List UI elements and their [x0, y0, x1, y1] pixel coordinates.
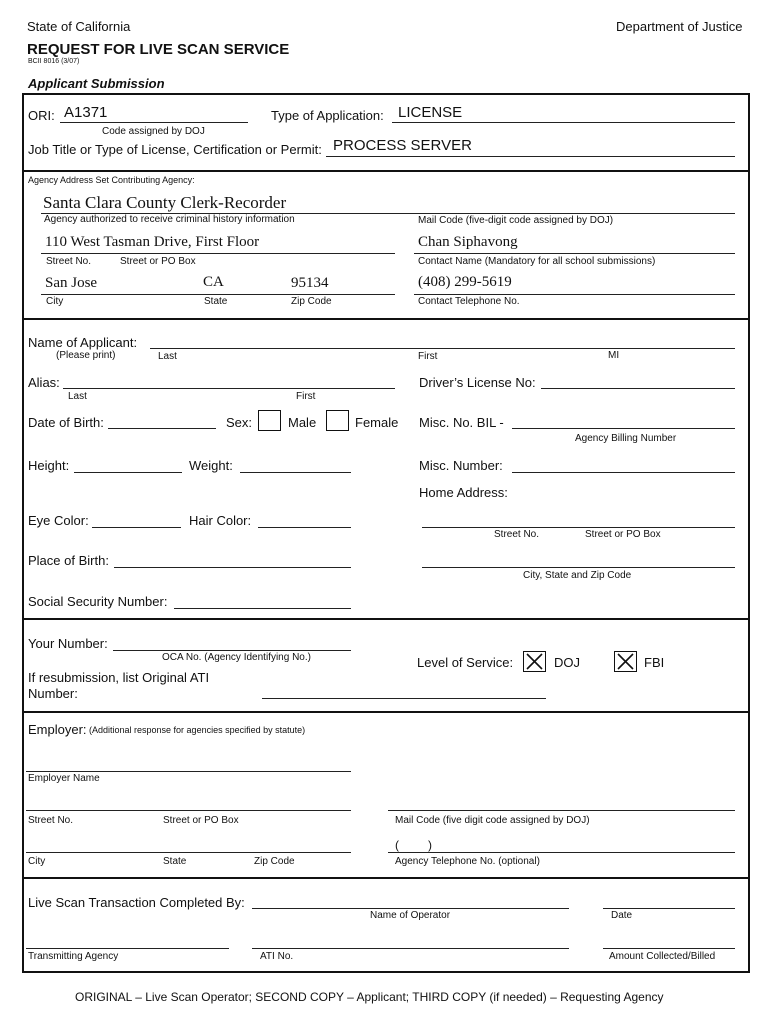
mi-caption: MI — [608, 350, 620, 361]
alias-label: Alias: — [28, 375, 60, 390]
employer-name-caption: Employer Name — [28, 773, 100, 784]
drivers-license-label: Driver’s License No: — [419, 375, 536, 390]
form-title: REQUEST FOR LIVE SCAN SERVICE — [27, 41, 290, 58]
phone-paren-close: ) — [428, 838, 432, 852]
ori-field[interactable] — [60, 104, 248, 123]
employer-city-caption: City — [28, 856, 46, 867]
home-street-caption: Street or PO Box — [585, 529, 661, 540]
home-address-label: Home Address: — [419, 485, 508, 500]
ati-number-caption: ATI No. — [260, 951, 294, 962]
misc-bil-label: Misc. No. BIL - — [419, 415, 504, 430]
your-number-label: Your Number: — [28, 636, 108, 651]
agency-section-label: Agency Address Set Contributing Agency: — [28, 175, 195, 185]
transmitting-agency-caption: Transmitting Agency — [28, 951, 119, 962]
female-checkbox[interactable] — [326, 410, 349, 431]
employer-label: Employer: — [28, 722, 87, 737]
dob-field[interactable] — [108, 413, 216, 429]
employer-phone-field[interactable] — [388, 838, 735, 853]
ori-value: A1371 — [64, 104, 108, 121]
applicant-name-field[interactable] — [150, 332, 735, 349]
male-checkbox[interactable] — [258, 410, 281, 431]
copy-distribution-footer: ORIGINAL – Live Scan Operator; SECOND COPY – Applicant; THIRD COPY (if needed) – Requesting Agency — [75, 990, 664, 1004]
job-field[interactable] — [326, 137, 735, 157]
mail-code-caption: Mail Code (five-digit code assigned by DOJ) — [418, 215, 614, 226]
contact-phone-field[interactable] — [414, 274, 735, 295]
agency-name-value: Santa Clara County Clerk-Recorder — [43, 193, 287, 212]
section-title: Applicant Submission — [28, 76, 165, 91]
city-caption: City — [46, 296, 64, 307]
female-label: Female — [355, 415, 399, 430]
transaction-label: Live Scan Transaction Completed By: — [28, 895, 245, 910]
place-of-birth-field[interactable] — [114, 552, 351, 568]
agency-zip-value: 95134 — [291, 275, 329, 291]
employer-mail-code-field[interactable] — [388, 796, 735, 811]
employer-name-field[interactable] — [26, 756, 351, 772]
home-city-state-zip-field[interactable] — [422, 552, 735, 568]
employer-mail-code-caption: Mail Code (five digit code assigned by DOJ) — [395, 815, 590, 826]
ssn-field[interactable] — [174, 593, 351, 609]
male-label: Male — [288, 415, 317, 430]
ori-label: ORI: — [28, 108, 55, 123]
employer-phone-caption: Agency Telephone No. (optional) — [395, 856, 540, 867]
agency-name-caption: Agency authorized to receive criminal history information — [44, 214, 295, 225]
contact-name-field[interactable] — [414, 234, 735, 254]
job-label: Job Title or Type of License, Certification or Permit: — [28, 142, 322, 157]
contact-name-caption: Contact Name (Mandatory for all school submissions) — [418, 256, 656, 267]
employer-city-field[interactable] — [26, 838, 351, 853]
date-caption: Date — [611, 910, 633, 921]
eye-color-label: Eye Color: — [28, 513, 89, 528]
employer-street-caption: Street or PO Box — [163, 815, 239, 826]
eye-color-field[interactable] — [92, 512, 181, 528]
employer-zip-caption: Zip Code — [254, 856, 295, 867]
agency-name-field[interactable] — [41, 193, 735, 214]
misc-number-label: Misc. Number: — [419, 458, 503, 473]
height-field[interactable] — [74, 457, 182, 473]
home-street-no-caption: Street No. — [494, 529, 540, 540]
employer-note: (Additional response for agencies specified by statute) — [89, 725, 306, 735]
department-label: Department of Justice — [616, 19, 743, 34]
ssn-label: Social Security Number: — [28, 594, 168, 609]
form-id: BCII 8016 (3/07) — [28, 58, 80, 65]
app-type-field[interactable] — [392, 104, 735, 123]
first-name-caption: First — [418, 351, 438, 362]
misc-bil-field[interactable] — [512, 413, 735, 429]
fbi-check-mark-icon — [615, 652, 636, 671]
original-ati-field[interactable] — [262, 684, 546, 699]
agency-city-state-zip-field[interactable] — [41, 274, 395, 295]
agency-street-field[interactable] — [41, 234, 395, 254]
alias-first-caption: First — [296, 391, 316, 402]
ori-caption: Code assigned by DOJ — [102, 126, 205, 137]
alias-last-caption: Last — [68, 391, 87, 402]
agency-state-value: CA — [203, 274, 224, 290]
height-label: Height: — [28, 458, 70, 473]
app-type-label: Type of Application: — [271, 108, 384, 123]
city-state-zip-caption: City, State and Zip Code — [523, 570, 632, 581]
hair-color-field[interactable] — [258, 512, 351, 528]
doj-label: DOJ — [554, 655, 580, 670]
fbi-checkbox[interactable] — [614, 651, 637, 672]
street-no-caption: Street No. — [46, 256, 92, 267]
agency-city-value: San Jose — [45, 275, 98, 291]
your-number-field[interactable] — [113, 635, 351, 651]
state-caption: State — [204, 296, 228, 307]
please-print-caption: (Please print) — [56, 350, 116, 361]
app-type-value: LICENSE — [398, 104, 463, 121]
zip-caption: Zip Code — [291, 296, 332, 307]
misc-number-field[interactable] — [512, 457, 735, 473]
agency-street-value: 110 West Tasman Drive, First Floor — [45, 234, 260, 250]
home-street-field[interactable] — [422, 512, 735, 528]
hair-color-label: Hair Color: — [189, 513, 252, 528]
employer-street-field[interactable] — [26, 796, 351, 811]
ati-number-field[interactable] — [252, 934, 569, 949]
contact-phone-value: (408) 299-5619 — [418, 274, 512, 290]
sex-label: Sex: — [226, 415, 253, 430]
last-name-caption: Last — [158, 351, 177, 362]
employer-state-caption: State — [163, 856, 187, 867]
job-value: PROCESS SERVER — [333, 137, 472, 154]
contact-phone-caption: Contact Telephone No. — [418, 296, 520, 307]
resubmission-label-line1: If resubmission, list Original ATI — [28, 670, 210, 685]
contact-name-value: Chan Siphavong — [418, 234, 518, 250]
billing-caption: Agency Billing Number — [575, 433, 677, 444]
transaction-date-field[interactable] — [603, 893, 735, 909]
operator-name-field[interactable] — [252, 893, 569, 909]
resubmission-label-line2: Number: — [28, 686, 78, 701]
applicant-name-label: Name of Applicant: — [28, 335, 138, 350]
phone-paren-open: ( — [395, 838, 399, 852]
amount-caption: Amount Collected/Billed — [609, 951, 716, 962]
amount-field[interactable] — [603, 934, 735, 949]
weight-label: Weight: — [189, 458, 233, 473]
street-caption: Street or PO Box — [120, 256, 196, 267]
state-label: State of California — [27, 19, 131, 34]
place-of-birth-label: Place of Birth: — [28, 553, 109, 568]
drivers-license-field[interactable] — [541, 373, 735, 389]
operator-name-caption: Name of Operator — [370, 910, 451, 921]
weight-field[interactable] — [240, 457, 351, 473]
doj-checkbox[interactable] — [523, 651, 546, 672]
employer-section — [22, 711, 750, 879]
alias-field[interactable] — [63, 373, 395, 389]
doj-check-mark-icon — [524, 652, 545, 671]
oca-caption: OCA No. (Agency Identifying No.) — [162, 652, 311, 663]
dob-label: Date of Birth: — [28, 415, 104, 430]
level-of-service-label: Level of Service: — [417, 655, 514, 670]
transmitting-agency-field[interactable] — [26, 934, 229, 949]
fbi-label: FBI — [644, 655, 665, 670]
employer-street-no-caption: Street No. — [28, 815, 74, 826]
